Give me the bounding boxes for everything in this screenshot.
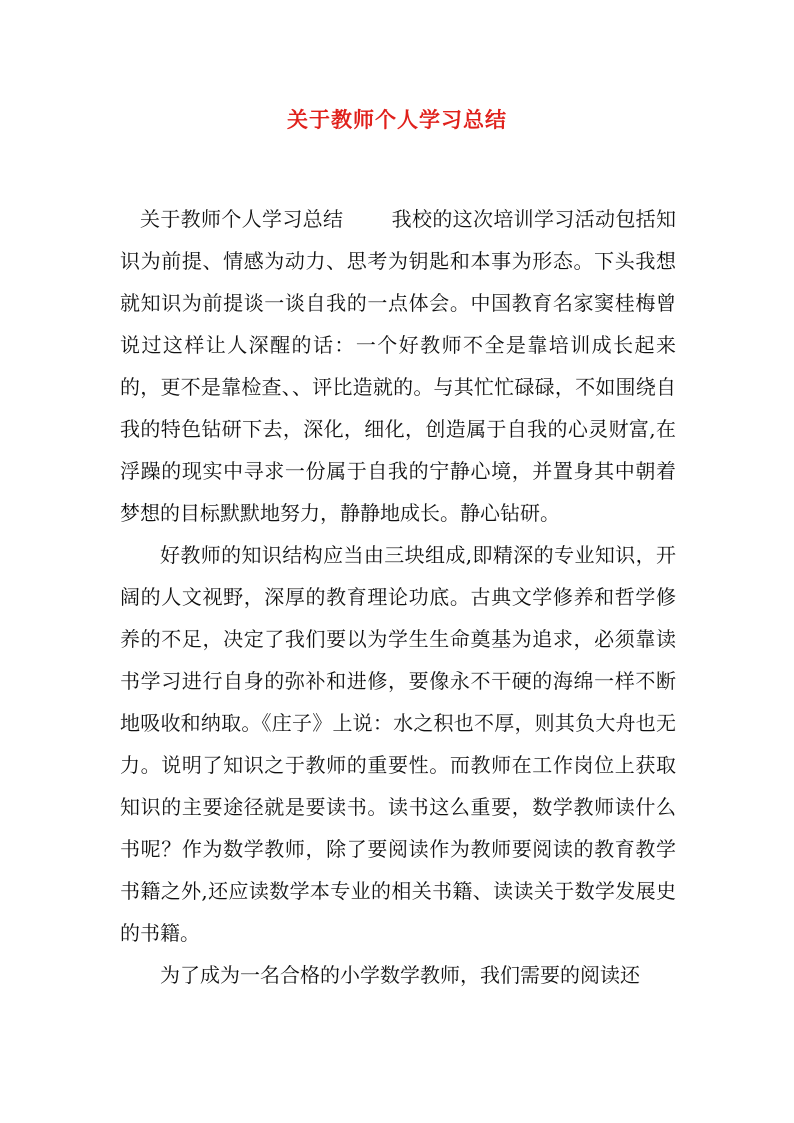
lead-title: 关于教师个人学习总结: [140, 207, 344, 231]
document-body: [120, 198, 676, 996]
paragraph-3: 为了成为一名合格的小学数学教师，我们需要的阅读还: [160, 963, 640, 987]
paragraph-1: [120, 198, 676, 534]
paragraph-1-text: 我校的这次培训学习活动包括知识为前提、情感为动力、思考为钥匙和本事为形态。下头我想就知识为前提谈一谈自我的一点体会。中国教育名家窦桂梅曾说过这样让人深醒的话：一个好教师不全是靠培训成长起来的，更不是靠检查、、评比造就的。与其忙忙碌碌，不如围绕自我的特色钻研下去，深化，细化，创造属于自我的心灵财富,在浮躁的现实中寻求一份属于自我的宁静心境，并置身其中朝着梦想的目标默默地努力，静静地成长。静心钻研。: [120, 207, 677, 525]
paragraph-2: 好教师的知识结构应当由三块组成,即精深的专业知识，开阔的人文视野，深厚的教育理论功底。古典文学修养和哲学修养的不足，决定了我们要以为学生生命奠基为追求，必须靠读书学习进行自身的弥补和进修，要像永不干硬的海绵一样不断地吸收和纳取。《庄子》上说：水之积也不厚，则其负大舟也无力。说明了知识之于教师的重要性。而教师在工作岗位上获取知识的主要途径就是要读书。读书这么重要，数学教师读什么书呢？作为数学教师，除了要阅读作为教师要阅读的教育教学书籍之外,还应读数学本专业的相关书籍、读读关于数学发展史的书籍。: [120, 543, 676, 945]
document-title: 关于教师个人学习总结: [287, 107, 507, 132]
